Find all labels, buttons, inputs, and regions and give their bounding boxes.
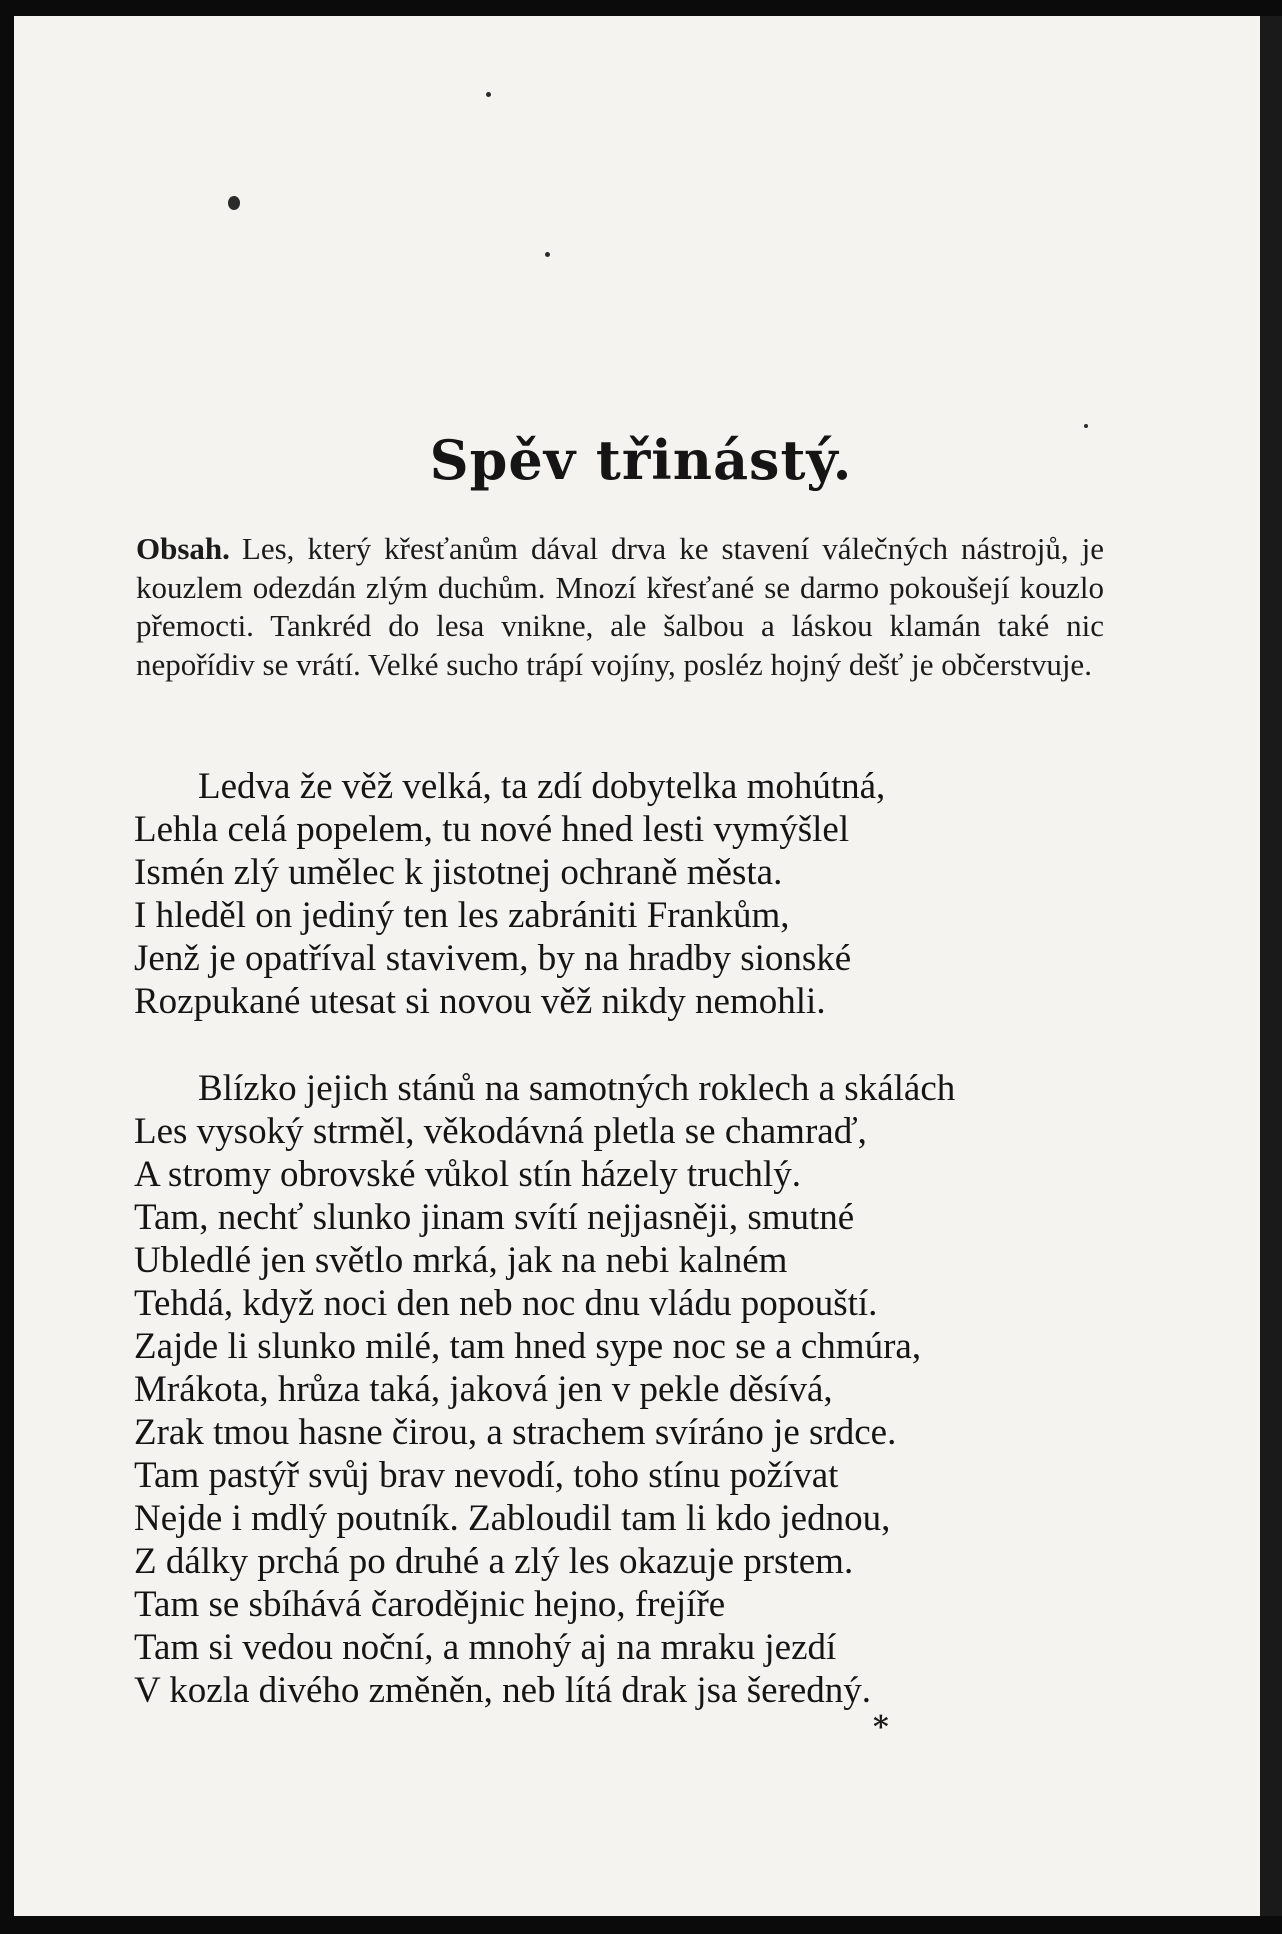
chapter-summary bbox=[136, 530, 1104, 684]
verse-line: Tam pastýř svůj brav nevodí, toho stínu požívat bbox=[134, 1455, 839, 1496]
stanza-1 bbox=[134, 765, 1134, 1023]
verse-line: Jenž je opatříval stavivem, by na hradby sionské bbox=[134, 938, 852, 979]
verse-line: A stromy obrovské vůkol stín házely truchlý. bbox=[134, 1154, 801, 1195]
page-edge bbox=[1260, 16, 1282, 1916]
verse-line: Ubledlé jen světlo mrká, jak na nebi kalném bbox=[134, 1240, 788, 1281]
verse-line: Lehla celá popelem, tu nové hned lesti vymýšlel bbox=[134, 809, 850, 850]
verse-line: Zajde li slunko milé, tam hned sype noc se a chmúra, bbox=[134, 1326, 922, 1367]
verse-line: I hleděl on jediný ten les zabrániti Frankům, bbox=[134, 895, 790, 936]
stanza-2 bbox=[134, 1067, 1134, 1712]
verse-line: Z dálky prchá po druhé a zlý les okazuje prstem. bbox=[134, 1541, 854, 1582]
summary-label: Obsah. bbox=[136, 531, 230, 566]
verse-line: Rozpukané utesat si novou věž nikdy nemohli. bbox=[134, 981, 826, 1022]
verse-line: Zrak tmou hasne čirou, a strachem svíráno je srdce. bbox=[134, 1412, 897, 1453]
verse-line: Nejde i mdlý poutník. Zabloudil tam li kdo jednou, bbox=[134, 1498, 891, 1539]
summary-text: Les, který křesťanům dával drva ke stavení válečných nástrojů, je kouzlem odezdán zlým duchům. Mnozí křesťané se darmo pokoušejí kouzlo přemocti. Tankréd do lesa vnikne, ale šalbou a láskou klamán také nic nepořídiv se vrátí. Velké sucho trápí vojíny, posléz hojný dešť je občerstvuje. bbox=[136, 531, 1104, 682]
ink-speck bbox=[486, 92, 491, 97]
verse-line: Blízko jejich stánů na samotných roklech a skálách bbox=[198, 1068, 956, 1109]
verse-line: V kozla divého změněn, neb lítá drak jsa šeredný. bbox=[134, 1670, 872, 1711]
verse-line: Tam si vedou noční, a mnohý aj na mraku jezdí bbox=[134, 1627, 837, 1668]
ink-speck bbox=[228, 196, 240, 210]
verse-line: Ismén zlý umělec k jistotnej ochraně města. bbox=[134, 852, 783, 893]
end-asterisk: * bbox=[873, 1710, 889, 1745]
chapter-title: Spěv třinástý. bbox=[429, 428, 853, 492]
verse-line: Mrákota, hrůza taká, jaková jen v pekle děsívá, bbox=[134, 1369, 833, 1410]
verse-line: Tehdá, když noci den neb noc dnu vládu popouští. bbox=[134, 1283, 878, 1324]
verse-line: Tam se sbíhává čarodějnic hejno, frejíře bbox=[134, 1584, 726, 1625]
verse-line: Tam, nechť slunko jinam svítí nejjasněji, smutné bbox=[134, 1197, 855, 1238]
ink-speck bbox=[545, 252, 550, 257]
verse-line: Les vysoký strměl, věkodávná pletla se chamraď, bbox=[134, 1111, 867, 1152]
verse-line: Ledva že věž velká, ta zdí dobytelka mohútná, bbox=[198, 766, 886, 807]
